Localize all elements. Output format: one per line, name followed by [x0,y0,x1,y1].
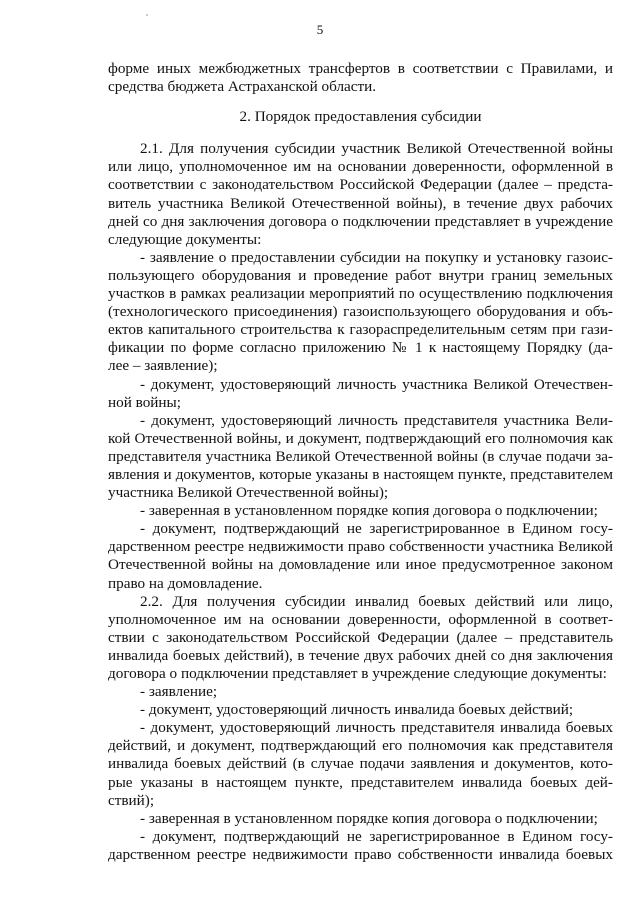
list-item-line: - документ, удостоверяющий личность представителя участника Вели- [140,411,613,429]
text-line: уполномоченное им на основании доверенности, оформленной в соответ- [108,610,613,628]
text-line: средства бюджета Астраханской области. [108,78,377,96]
text-line: Отечественной войны на домовладение или иное предусмотренное законом [108,556,613,574]
text-line: рые указаны в настоящем пункте, представителем инвалида боевых дей- [108,773,613,791]
text-line: лее – заявление); [108,357,218,375]
paragraph-first-line: 2.1. Для получения субсидии участник Великой Отечественной войны [140,140,613,158]
text-line: действий, и документ, подтверждающий его полномочия как представителя [108,737,613,755]
list-item-line: - заверенная в установленном порядке копия договора о подключении; [140,502,598,520]
text-line: фикации по форме согласно приложению № 1 к настоящему Порядку (да- [108,339,613,357]
list-item-line: - заявление; [140,683,218,701]
list-item-line: - документ, удостоверяющий личность инвалида боевых действий; [140,701,574,719]
list-item-line: - документ, подтверждающий не зарегистрированное в Едином госу- [140,520,613,538]
text-line: ной войны; [108,393,181,411]
text-line: (технологического присоединения) газоиспользующего оборудования и объ- [108,303,613,321]
text-line: кой Отечественной войны, и документ, подтверждающий его полномочия как [108,429,613,447]
text-line: участков в рамках реализации мероприятий по осуществлению подключения [108,285,613,303]
paragraph-first-line: 2.2. Для получения субсидии инвалид боевых действий или лицо, [140,592,613,610]
text-line: явления и документов, которые указаны в настоящем пункте, представителем [108,465,613,483]
text-line: инвалида боевых действий (в случае подачи заявления и документов, кото- [108,755,613,773]
text-line: дней со дня заключения договора о подключении представляет в учреждение [108,212,613,230]
document-body [108,60,613,864]
text-line: ствии с законодательством Российской Федерации (далее – представитель [108,628,613,646]
text-line: соответствии с законодательством Российской Федерации (далее – предста- [108,176,613,194]
text-line: дарственном реестре недвижимости право собственности инвалида боевых [108,845,613,863]
text-line: ствий); [108,791,155,809]
text-line: право на домовладение. [108,574,263,592]
text-line: участника Великой Отечественной войны); [108,484,389,502]
page-number: 5 [316,22,324,37]
list-item-line: - заявление о предоставлении субсидии на покупку и установку газоис- [140,248,613,266]
list-item-line: - документ, удостоверяющий личность участника Великой Отечествен- [140,375,613,393]
text-line: витель участника Великой Отечественной войны), в течение двух рабочих [108,194,613,212]
list-item-line: - документ, подтверждающий не зарегистрированное в Едином госу- [140,827,613,845]
text-line: следующие документы: [108,230,262,248]
text-line: дарственном реестре недвижимости право собственности участника Великой [108,538,613,556]
text-line: инвалида боевых действий), в течение двух рабочих дней со дня заключения [108,646,613,664]
list-item-line: - документ, удостоверяющий личность представителя инвалида боевых [140,719,613,737]
text-line: или лицо, уполномоченное им на основании доверенности, оформленной в [108,158,613,176]
text-line: пользующего оборудования и проведение работ внутри границ земельных [108,266,613,284]
scan-speck [146,14,148,16]
section-heading: 2. Порядок предоставления субсидии [239,108,482,126]
text-line: представителя участника Великой Отечественной войны (в случае подачи за- [108,447,613,465]
text-line: форме иных межбюджетных трансфертов в соответствии с Правилами, и [108,60,613,77]
list-item-line: - заверенная в установленном порядке копия договора о подключении; [140,809,598,827]
text-line: ектов капитального строительства к газораспределительным сетям при гази- [108,321,613,339]
text-line: договора о подключении представляет в учреждение следующие документы: [108,665,607,682]
